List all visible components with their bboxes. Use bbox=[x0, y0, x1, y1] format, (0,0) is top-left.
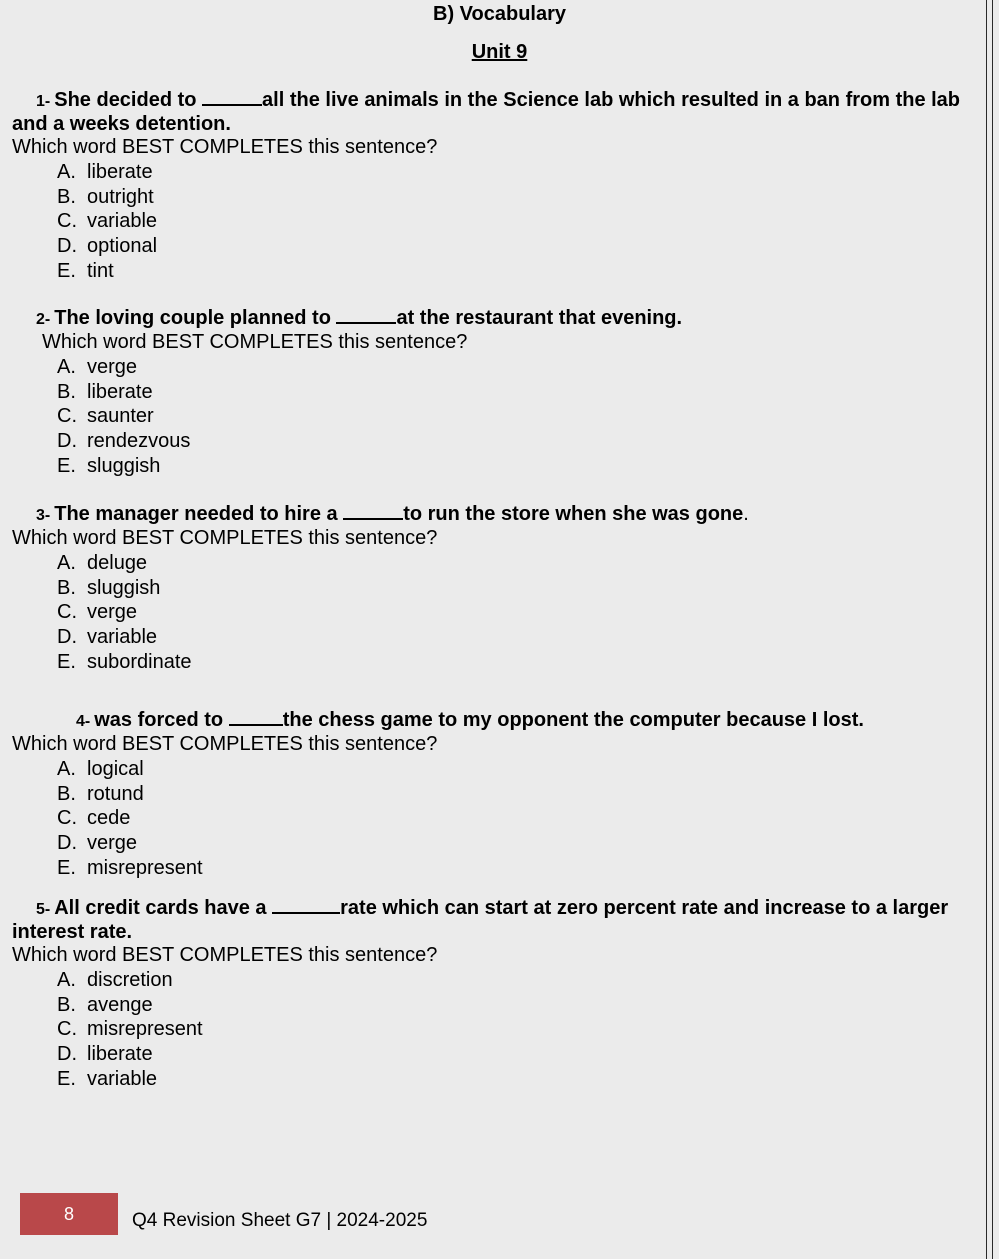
question-number: 2- bbox=[36, 311, 51, 328]
option-a[interactable] bbox=[57, 551, 972, 576]
option-text: discretion bbox=[87, 969, 173, 991]
question-number: 4- bbox=[76, 713, 91, 730]
option-e[interactable] bbox=[57, 1067, 972, 1092]
option-b[interactable] bbox=[57, 782, 972, 807]
option-letter: D. bbox=[57, 832, 77, 855]
options-list bbox=[57, 551, 972, 674]
option-letter: E. bbox=[57, 454, 76, 477]
option-letter: D. bbox=[57, 626, 77, 649]
stem-after-blank: to run the store when she was gone bbox=[403, 503, 744, 525]
option-text: sluggish bbox=[87, 454, 161, 477]
option-letter: A. bbox=[57, 161, 76, 183]
stem-period: . bbox=[743, 503, 749, 525]
stem-before-blank: The loving couple planned to bbox=[54, 307, 337, 329]
option-text: avenge bbox=[87, 993, 153, 1016]
option-e[interactable] bbox=[57, 650, 972, 675]
option-letter: C. bbox=[57, 601, 77, 624]
option-d[interactable] bbox=[57, 234, 972, 259]
option-a[interactable] bbox=[57, 757, 972, 782]
stem-before-blank: The manager needed to hire a bbox=[54, 503, 344, 525]
option-letter: E. bbox=[57, 259, 76, 282]
option-text: sluggish bbox=[87, 576, 161, 599]
unit-title: Unit 9 bbox=[471, 41, 528, 63]
option-a[interactable] bbox=[57, 160, 972, 185]
answer-blank bbox=[229, 708, 283, 726]
option-c[interactable] bbox=[57, 404, 972, 429]
option-text: verge bbox=[87, 832, 138, 855]
option-letter: C. bbox=[57, 1018, 77, 1041]
options-list bbox=[57, 160, 972, 283]
option-text: verge bbox=[87, 601, 138, 624]
option-text: cede bbox=[87, 807, 131, 830]
option-text: misrepresent bbox=[87, 856, 203, 879]
question-stem bbox=[12, 502, 972, 527]
option-c[interactable] bbox=[57, 600, 972, 625]
option-d[interactable] bbox=[57, 1042, 972, 1067]
option-e[interactable] bbox=[57, 856, 972, 881]
option-a[interactable] bbox=[57, 355, 972, 380]
options-list bbox=[57, 757, 972, 880]
question-stem bbox=[12, 708, 972, 733]
question-2 bbox=[12, 306, 972, 478]
option-letter: E. bbox=[57, 650, 76, 673]
option-text: optional bbox=[87, 235, 158, 258]
option-c[interactable] bbox=[57, 209, 972, 234]
option-text: variable bbox=[87, 1067, 158, 1090]
option-text: rotund bbox=[87, 782, 144, 805]
stem-before-blank: All credit cards have a bbox=[54, 897, 273, 919]
option-letter: B. bbox=[57, 576, 76, 599]
question-number: 1- bbox=[36, 93, 51, 110]
option-letter: E. bbox=[57, 856, 76, 879]
option-text: misrepresent bbox=[87, 1018, 203, 1041]
option-text: liberate bbox=[87, 161, 153, 183]
footer-text: Q4 Revision Sheet G7 | 2024-2025 bbox=[132, 1210, 428, 1231]
option-c[interactable] bbox=[57, 806, 972, 831]
option-letter: D. bbox=[57, 235, 77, 258]
option-letter: C. bbox=[57, 807, 77, 830]
question-prompt: Which word BEST COMPLETES this sentence? bbox=[12, 944, 438, 966]
question-prompt: Which word BEST COMPLETES this sentence? bbox=[12, 527, 438, 549]
option-d[interactable] bbox=[57, 625, 972, 650]
option-text: tint bbox=[87, 259, 114, 282]
option-text: rendezvous bbox=[87, 430, 191, 453]
option-letter: A. bbox=[57, 356, 76, 378]
option-e[interactable] bbox=[57, 454, 972, 479]
option-letter: A. bbox=[57, 552, 76, 574]
option-text: variable bbox=[87, 626, 158, 649]
option-letter: D. bbox=[57, 430, 77, 453]
question-prompt: Which word BEST COMPLETES this sentence? bbox=[12, 136, 438, 158]
options-list bbox=[57, 968, 972, 1091]
option-text: verge bbox=[87, 356, 138, 378]
stem-before-blank: She decided to bbox=[54, 89, 203, 111]
option-b[interactable] bbox=[57, 185, 972, 210]
option-text: saunter bbox=[87, 405, 154, 428]
option-letter: C. bbox=[57, 405, 77, 428]
stem-after-blank: at the restaurant that evening. bbox=[396, 307, 683, 329]
question-1 bbox=[12, 88, 972, 283]
option-d[interactable] bbox=[57, 429, 972, 454]
option-text: subordinate bbox=[87, 650, 192, 673]
option-letter: D. bbox=[57, 1043, 77, 1066]
option-c[interactable] bbox=[57, 1017, 972, 1042]
stem-after-blank: rate which can start at zero percent rate and increase to a larger interest rate. bbox=[12, 897, 949, 943]
option-letter: B. bbox=[57, 782, 76, 805]
option-text: liberate bbox=[87, 1043, 153, 1066]
question-4 bbox=[12, 708, 972, 880]
option-text: outright bbox=[87, 185, 154, 208]
question-number: 5- bbox=[36, 901, 51, 918]
page-border-line bbox=[986, 0, 987, 1259]
option-text: logical bbox=[87, 758, 144, 780]
answer-blank bbox=[336, 306, 396, 324]
page-number-badge: 8 bbox=[20, 1193, 118, 1235]
option-d[interactable] bbox=[57, 831, 972, 856]
options-list bbox=[57, 355, 972, 478]
question-stem bbox=[12, 88, 972, 136]
option-letter: B. bbox=[57, 185, 76, 208]
option-text: variable bbox=[87, 210, 158, 233]
option-letter: A. bbox=[57, 969, 76, 991]
option-b[interactable] bbox=[57, 993, 972, 1018]
option-letter: B. bbox=[57, 993, 76, 1016]
option-e[interactable] bbox=[57, 259, 972, 284]
question-number: 3- bbox=[36, 507, 51, 524]
question-stem bbox=[12, 306, 972, 331]
option-letter: E. bbox=[57, 1067, 76, 1090]
option-letter: B. bbox=[57, 380, 76, 403]
question-stem bbox=[12, 896, 972, 944]
stem-before-blank: was forced to bbox=[94, 709, 229, 731]
option-text: liberate bbox=[87, 380, 153, 403]
option-text: deluge bbox=[87, 552, 148, 574]
option-letter: C. bbox=[57, 210, 77, 233]
stem-after-blank: the chess game to my opponent the computer because I lost. bbox=[282, 709, 864, 731]
question-3 bbox=[12, 502, 972, 674]
option-a[interactable] bbox=[57, 968, 972, 993]
stem-after-blank: all the live animals in the Science lab which resulted in a ban from the lab and a weeks detention. bbox=[12, 89, 961, 135]
answer-blank bbox=[343, 502, 403, 520]
option-letter: A. bbox=[57, 758, 76, 780]
question-prompt: Which word BEST COMPLETES this sentence? bbox=[12, 733, 438, 755]
option-b[interactable] bbox=[57, 380, 972, 405]
answer-blank bbox=[272, 896, 340, 914]
question-5 bbox=[12, 896, 972, 1091]
option-b[interactable] bbox=[57, 576, 972, 601]
question-prompt: Which word BEST COMPLETES this sentence? bbox=[42, 331, 468, 353]
page-border-line bbox=[992, 0, 993, 1259]
answer-blank bbox=[202, 88, 262, 106]
section-title: B) Vocabulary bbox=[433, 3, 566, 25]
